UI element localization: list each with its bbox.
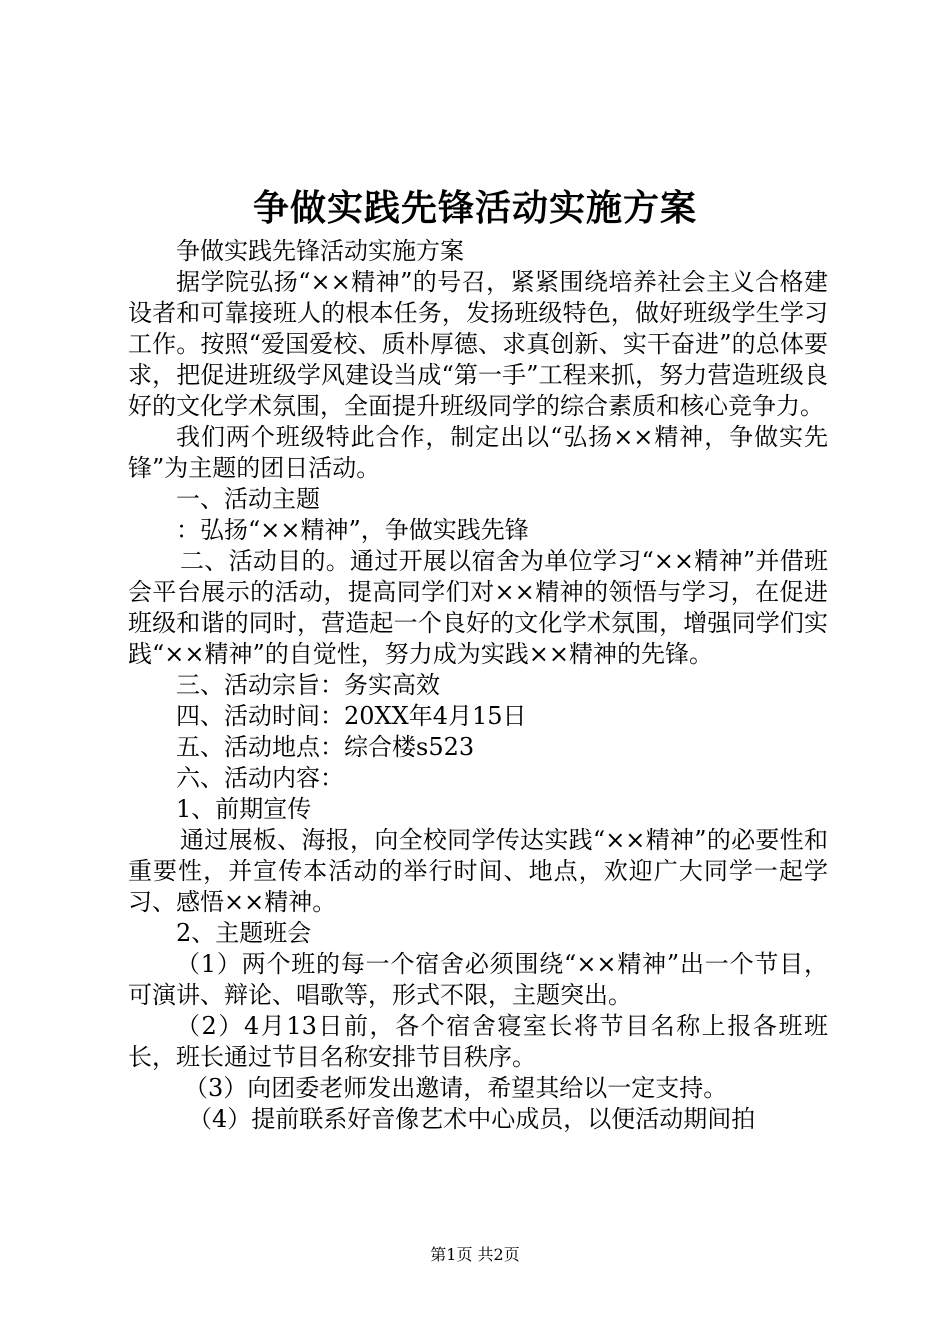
paragraph-item-3: （3）向团委老师发出邀请，希望其给以一定支持。 bbox=[184, 1074, 728, 1102]
paragraph-activity-time: 四、活动时间：20XX年4月15日 bbox=[176, 702, 527, 730]
paragraph-intro: 据学院弘扬“××精神”的号召，紧紧围绕培养社会主义合格建设者和可靠接班人的根本任务，发扬班级特色，做好班级学生学习工作。按照“爱国爱校、质朴厚德、求真创新、实干奋进”的总体要求，把促进班级学风建设当成“第一手”工程来抓，努力营造班级良好的文化学术氛围，全面提升班级同学的综合素质和核心竞争力。 bbox=[128, 268, 828, 420]
heading-activity-content: 六、活动内容： bbox=[176, 764, 344, 792]
page-footer: 第1页 共2页 bbox=[430, 1245, 520, 1264]
heading-activity-theme: 一、活动主题 bbox=[176, 485, 320, 513]
document-body bbox=[128, 236, 828, 1135]
paragraph-publicity-text: 通过展板、海报，向全校同学传达实践“××精神”的必要性和重要性，并宣传本活动的举行时间、地点，欢迎广大同学一起学习、感悟××精神。 bbox=[128, 826, 828, 916]
paragraph-item-1: （1）两个班的每一个宿舍必须围绕“××精神”出一个节目，可演讲、辩论、唱歌等，形式不限，主题突出。 bbox=[128, 950, 828, 1009]
heading-theme-meeting: 2、主题班会 bbox=[176, 919, 312, 947]
paragraph-theme-text: ：弘扬“××精神”，争做实践先锋 bbox=[176, 516, 529, 544]
paragraph-activity-purpose: 二、活动目的。通过开展以宿舍为单位学习“××精神”并借班会平台展示的活动，提高同学们对××精神的领悟与学习，在促进班级和谐的同时，营造起一个良好的文化学术氛围，增强同学们实践“××精神”的自觉性，努力成为实践××精神的先锋。 bbox=[128, 547, 828, 668]
paragraph-activity-location: 五、活动地点：综合楼s523 bbox=[176, 733, 475, 761]
paragraph-item-4: （4）提前联系好音像艺术中心成员，以便活动期间拍 bbox=[188, 1105, 756, 1133]
paragraph-subtitle: 争做实践先锋活动实施方案 bbox=[176, 237, 464, 265]
paragraph-activity-aim: 三、活动宗旨：务实高效 bbox=[176, 671, 440, 699]
document-title: 争做实践先锋活动实施方案 bbox=[252, 187, 697, 229]
heading-early-publicity: 1、前期宣传 bbox=[176, 795, 312, 823]
paragraph-cooperation: 我们两个班级特此合作，制定出以“弘扬××精神，争做实先锋”为主题的团日活动。 bbox=[128, 423, 828, 482]
paragraph-item-2: （2）4月13日前，各个宿舍寝室长将节目名称上报各班班长，班长通过节目名称安排节目秩序。 bbox=[128, 1012, 828, 1071]
